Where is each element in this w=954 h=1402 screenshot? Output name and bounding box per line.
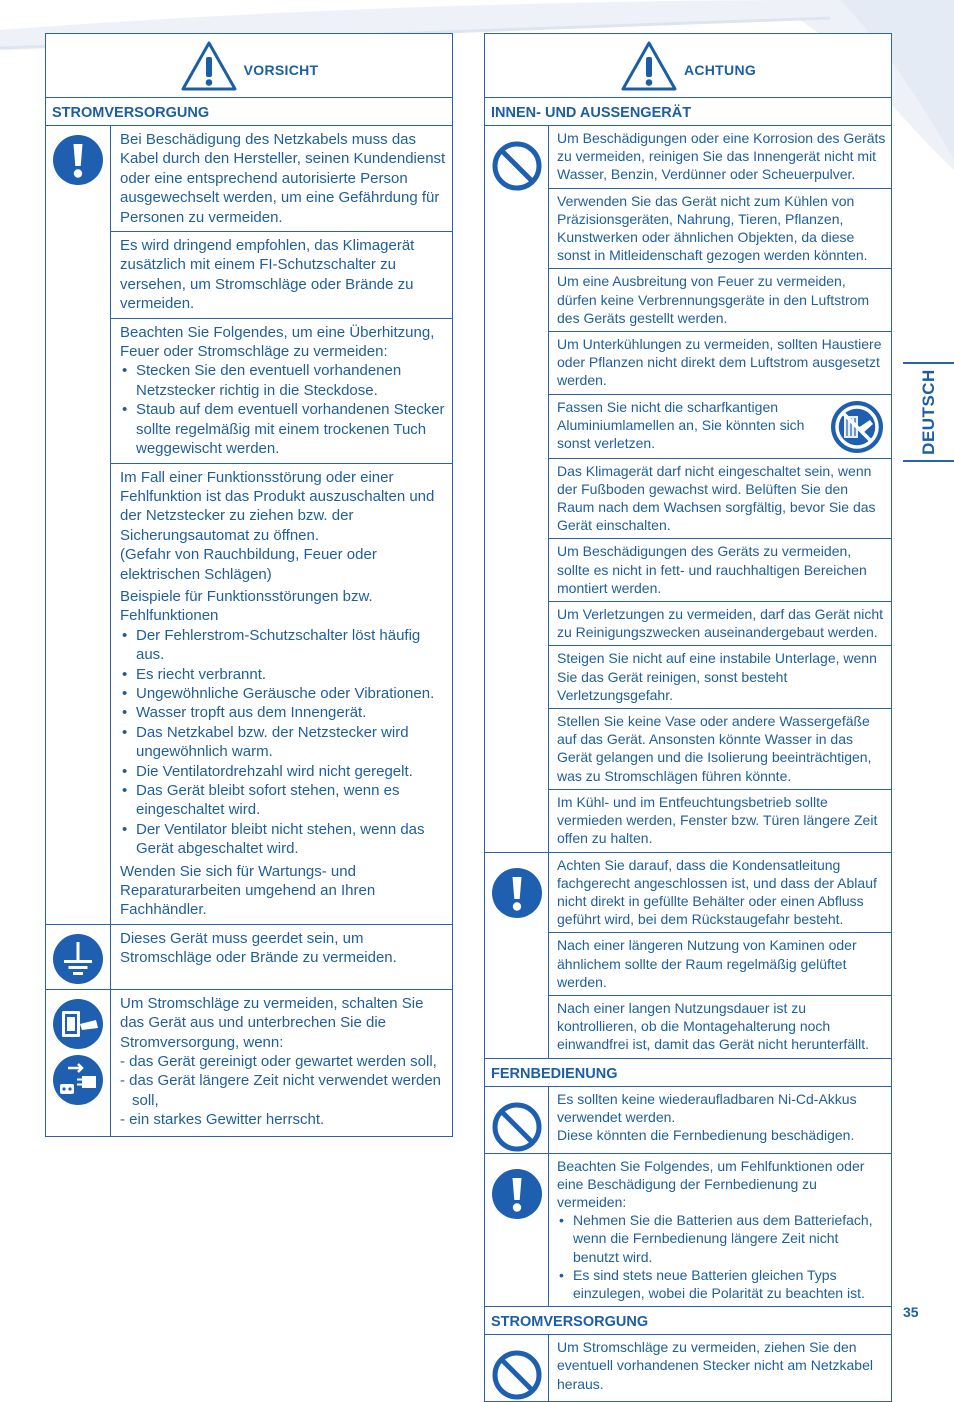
- instruction-intro: Beachten Sie Folgendes, um eine Überhitzung, Feuer oder Stromschläge zu vermeiden:: [120, 323, 435, 361]
- prohibit-icon: [491, 140, 543, 192]
- list-item: • Es riecht verbrannt.: [120, 665, 446, 684]
- list-item: • Das Netzkabel bzw. der Netzstecker wird ungewöhnlich warm.: [120, 723, 446, 762]
- dash-item: - das Gerät längere Zeit nicht verwendet werden soll,: [120, 1072, 441, 1109]
- instruction-text: Um Unterkühlungen zu vermeiden, sollten Haustiere oder Pflanzen nicht direkt dem Luftstrom ausgesetzt werden.: [557, 336, 882, 389]
- instruction-row: [111, 319, 452, 464]
- exclamation-icon: [491, 1168, 543, 1220]
- icon-cell: [485, 853, 549, 1058]
- section-title: FERNBEDIENUNG: [485, 1059, 891, 1087]
- vorsicht-label: VORSICHT: [243, 61, 319, 78]
- list-item: • Es sind stets neue Batterien gleichen Typs einzulegen, wobei die Polarität zu beachten ist.: [557, 1266, 886, 1302]
- achtung-label: ACHTUNG: [683, 61, 757, 78]
- instruction-outro: Wenden Sie sich für Wartungs- und Reparaturarbeiten umgehend an Ihren Fachhändler.: [120, 862, 376, 919]
- instruction-row: [549, 126, 891, 189]
- instruction-intro: Beachten Sie Folgendes, um Fehlfunktionen oder eine Beschädigung der Fernbedienung zu vermeiden:: [557, 1157, 865, 1210]
- instruction-row: [549, 332, 891, 395]
- instruction-row: [549, 189, 891, 270]
- instruction-row: [549, 933, 891, 996]
- language-tab-label: DEUTSCH: [918, 369, 938, 455]
- instruction-row: [111, 232, 452, 319]
- instruction-row: [549, 1335, 891, 1400]
- warning-triangle-icon: [620, 40, 678, 92]
- unplug-icon: [52, 1054, 104, 1106]
- instruction-text: Nach einer längeren Nutzung von Kaminen oder ähnlichem sollte der Raum regelmäßig gelüftet werden.: [557, 937, 857, 990]
- instruction-text: Das Klimagerät darf nicht eingeschaltet sein, wenn der Fußboden gewachst wird. Belüften Sie den Raum nach dem Wachsen sorgfältig, bevor Sie das Gerät einschalten.: [557, 462, 876, 534]
- instruction-row: [549, 790, 891, 852]
- list-item: • Staub auf dem eventuell vorhandenen Stecker sollte regelmäßig mit einem trockenen Tuch weggewischt werden.: [120, 400, 446, 458]
- instruction-row: [549, 1087, 891, 1149]
- switch-off-icon: [52, 998, 104, 1050]
- dash-item: - das Gerät gereinigt oder gewartet werden soll,: [120, 1053, 437, 1071]
- list-item: • Das Gerät bleibt sofort stehen, wenn es eingeschaltet wird.: [120, 781, 446, 820]
- instruction-text: Verwenden Sie das Gerät nicht zum Kühlen von Präzisionsgeräten, Nahrung, Tieren, Pflanzen, Kunstwerken oder ähnlichen Objekten, da diese sonst in Mitleidenschaft gezogen werden könnten.: [557, 192, 868, 264]
- instruction-text: Dieses Gerät muss geerdet sein, um Stromschläge oder Brände zu vermeiden.: [120, 929, 397, 967]
- achtung-panel: [484, 33, 892, 1402]
- instruction-group: [46, 990, 452, 1136]
- instruction-row: [111, 925, 452, 989]
- instruction-row: [549, 269, 891, 332]
- prohibit-icon: [491, 1101, 543, 1153]
- icon-cell: [485, 1154, 549, 1307]
- ground-icon: [52, 933, 104, 985]
- icon-cell: [485, 1335, 549, 1401]
- exclamation-icon: [52, 134, 104, 186]
- instruction-text: Achten Sie darauf, dass die Kondensatleitung fachgerecht angeschlossen ist, und dass der Ablauf nicht direkt in gefüllte Behälter oder einen Abfluss geführt wird, bei dem Rückstaugefahr besteht.: [557, 856, 877, 928]
- vorsicht-panel: [45, 33, 453, 1137]
- instruction-group: [485, 853, 891, 1059]
- instruction-group: [485, 1087, 891, 1154]
- instruction-text: Nach einer langen Nutzungsdauer ist zu kontrollieren, ob die Montagehalterung noch einwandfrei ist, damit das Gerät nicht herunterfällt.: [557, 999, 870, 1053]
- instruction-row: [549, 996, 891, 1058]
- prohibit-icon: [491, 1349, 543, 1401]
- instruction-note: (Gefahr von Rauchbildung, Feuer oder elektrischen Schlägen): [120, 546, 377, 583]
- icon-cell: [46, 990, 111, 1136]
- instruction-group: [485, 126, 891, 853]
- list-item: • Der Fehlerstrom-Schutzschalter löst häufig aus.: [120, 626, 446, 665]
- instruction-text: Steigen Sie nicht auf eine instabile Unterlage, wenn Sie das Gerät reinigen, sonst besteht Verletzungsgefahr.: [557, 650, 877, 703]
- instruction-text: Um Stromschläge zu vermeiden, ziehen Sie den eventuell vorhandenen Stecker nicht am Netzkabel heraus.: [557, 1339, 873, 1392]
- instruction-group: [46, 126, 452, 925]
- instruction-row: [549, 646, 891, 709]
- section-title: STROMVERSORGUNG: [46, 98, 452, 126]
- instruction-row: [549, 459, 891, 540]
- icon-cell: [485, 1087, 549, 1153]
- instruction-row: [549, 1154, 891, 1307]
- instruction-text: Es wird dringend empfohlen, das Klimagerät zusätzlich mit einem FI-Schutzschalter zu versehen, um Stromschläge oder Brände zu vermeiden.: [120, 237, 415, 313]
- no-touch-fins-icon: [830, 400, 884, 454]
- achtung-header: [485, 34, 891, 98]
- instruction-row: [111, 464, 452, 924]
- list-item: • Stecken Sie den eventuell vorhandenen Netzstecker richtig in die Steckdose.: [120, 361, 446, 400]
- instruction-text: Bei Beschädigung des Netzkabels muss das Kabel durch den Hersteller, seinen Kundendienst oder eine entsprechend autorisierte Person ausgewechselt werden, um eine Gefährdung für Personen zu vermeiden.: [120, 131, 446, 226]
- dash-item: - ein starkes Gewitter herrscht.: [120, 1111, 325, 1129]
- section-title: STROMVERSORGUNG: [485, 1307, 891, 1335]
- list-item: • Ungewöhnliche Geräusche oder Vibrationen.: [120, 684, 446, 703]
- icon-cell: [46, 126, 111, 924]
- instruction-text: Um eine Ausbreitung von Feuer zu vermeiden, dürfen keine Verbrennungsgeräte in den Luftstrom des Geräts gestellt werden.: [557, 273, 870, 326]
- instruction-row: [111, 126, 452, 232]
- page-number: 35: [903, 1304, 919, 1320]
- icon-cell: [46, 925, 111, 989]
- instruction-group: [46, 925, 452, 990]
- instruction-text: Um Beschädigungen oder eine Korrosion des Geräts zu vermeiden, reinigen Sie das Innengerät nicht mit Wasser, Benzin, Verdünner oder Scheuerpulver.: [557, 130, 886, 183]
- bullet-list: [120, 361, 446, 458]
- instruction-text: Es sollten keine wiederaufladbaren Ni-Cd-Akkus verwendet werden. Diese könnten die Fernbedienung beschädigen.: [557, 1090, 857, 1143]
- instruction-intro: Um Stromschläge zu vermeiden, schalten Sie das Gerät aus und unterbrechen Sie die Stromversorgung, wenn:: [120, 994, 424, 1051]
- instruction-intro: Beispiele für Funktionsstörungen bzw. Fehlfunktionen: [120, 587, 373, 625]
- instruction-row: [549, 709, 891, 790]
- instruction-group: [485, 1154, 891, 1308]
- instruction-row: [549, 539, 891, 602]
- section-title: INNEN- UND AUSSENGERÄT: [485, 98, 891, 126]
- instruction-row: [111, 990, 452, 1136]
- vorsicht-header: [46, 34, 452, 98]
- instruction-text: Fassen Sie nicht die scharfkantigen Aluminiumlamellen an, Sie könnten sich sonst verletzen.: [557, 398, 805, 452]
- warning-triangle-icon: [180, 40, 238, 92]
- instruction-row: [549, 853, 891, 934]
- instruction-row: [549, 602, 891, 646]
- language-tab: [903, 362, 954, 462]
- instruction-text: Stellen Sie keine Vase oder andere Wassergefäße auf das Gerät. Ansonsten könnte Wasser in das Gerät gelangen und die Isolierung beeinträchtigen, was zu Stromschlägen führen könnte.: [557, 713, 872, 784]
- instruction-text: Um Beschädigungen des Geräts zu vermeiden, sollte es nicht in fett- und rauchhaltigen Bereichen montiert werden.: [557, 543, 867, 596]
- exclamation-icon: [491, 867, 543, 919]
- instruction-group: [485, 1335, 891, 1401]
- instruction-text: Um Verletzungen zu vermeiden, darf das Gerät nicht zu Reinigungszwecken auseinandergebaut werden.: [557, 606, 884, 641]
- bullet-list: [120, 626, 446, 859]
- list-item: • Der Ventilator bleibt nicht stehen, wenn das Gerät abgeschaltet wird.: [120, 820, 446, 859]
- icon-cell: [485, 126, 549, 852]
- instruction-text: Im Kühl- und im Entfeuchtungsbetrieb sollte vermieden werden, Fenster bzw. Türen längere Zeit offen zu halten.: [557, 793, 878, 847]
- list-item: • Nehmen Sie die Batterien aus dem Batteriefach, wenn die Fernbedienung längere Zeit nicht benutzt wird.: [557, 1211, 886, 1266]
- list-item: • Wasser tropft aus dem Innengerät.: [120, 703, 446, 722]
- instruction-intro: Im Fall einer Funktionsstörung oder einer Fehlfunktion ist das Produkt auszuschalten und der Netzstecker zu ziehen bzw. der Sicherungsautomat zu öffnen.: [120, 468, 435, 544]
- list-item: • Die Ventilatordrehzahl wird nicht geregelt.: [120, 762, 446, 781]
- instruction-row: [549, 395, 891, 459]
- bullet-list: [557, 1211, 886, 1302]
